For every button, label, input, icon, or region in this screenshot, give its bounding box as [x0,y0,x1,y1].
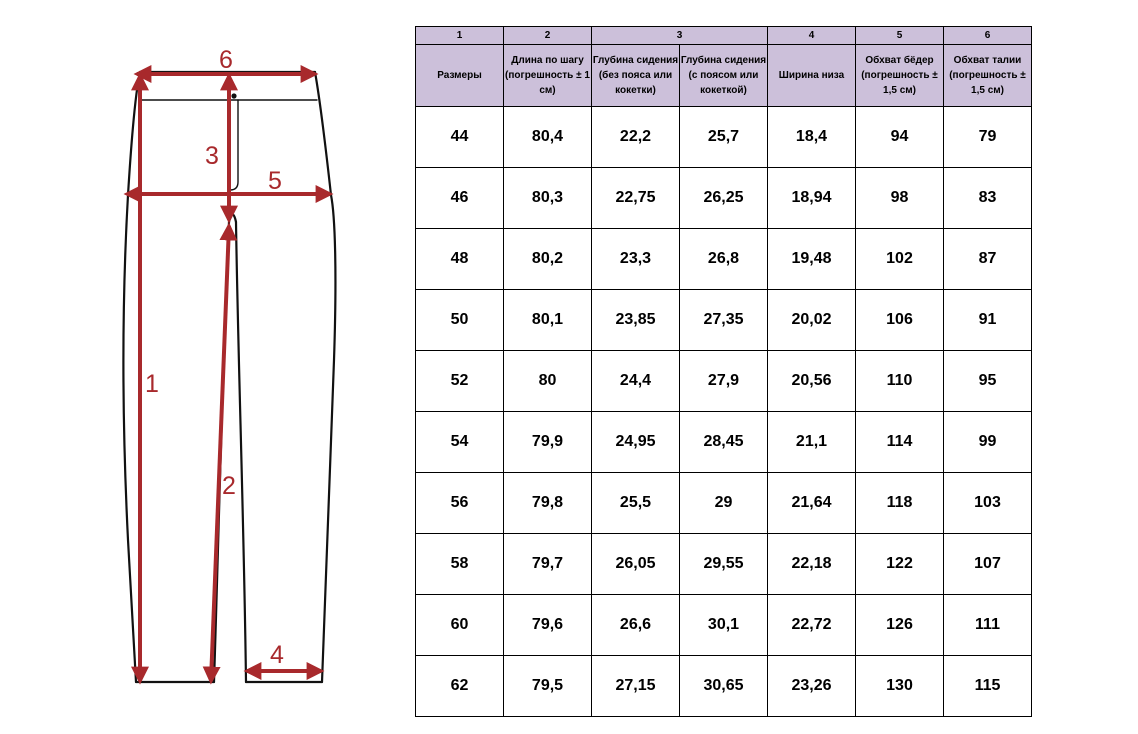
cell-hip-girth: 130 [856,656,944,717]
cell-waist-girth: 95 [944,351,1032,412]
cell-hem-width: 21,64 [768,473,856,534]
cell-rise-with-waistband: 30,65 [680,656,768,717]
trousers-diagram [0,0,400,734]
cell-size: 52 [416,351,504,412]
cell-waist-girth: 79 [944,107,1032,168]
cell-size: 58 [416,534,504,595]
cell-waist-girth: 111 [944,595,1032,656]
header-row [416,45,1032,107]
button-icon [231,93,236,98]
table-row [416,107,1032,168]
cell-rise-with-waistband: 29 [680,473,768,534]
cell-hem-width: 22,72 [768,595,856,656]
left-leg-outer-seam [124,72,141,682]
cell-hip-girth: 114 [856,412,944,473]
cell-waist-girth: 99 [944,412,1032,473]
table-row [416,412,1032,473]
cell-rise-without-waistband: 27,15 [592,656,680,717]
cell-inseam-length: 80,1 [504,290,592,351]
cell-rise-without-waistband: 25,5 [592,473,680,534]
measure-label-4: 4 [270,641,284,669]
header-waist-girth: Обхват талии (погрешность ± 1,5 см) [944,45,1032,107]
cell-hem-width: 20,56 [768,351,856,412]
cell-rise-without-waistband: 23,3 [592,229,680,290]
cell-inseam-length: 80,4 [504,107,592,168]
column-number-cell: 1 [416,27,504,45]
table-row [416,595,1032,656]
cell-size: 60 [416,595,504,656]
cell-size: 44 [416,107,504,168]
cell-size: 54 [416,412,504,473]
cell-hem-width: 18,4 [768,107,856,168]
cell-size: 62 [416,656,504,717]
cell-hip-girth: 98 [856,168,944,229]
column-number-cell: 5 [856,27,944,45]
cell-rise-without-waistband: 26,05 [592,534,680,595]
measure-label-1: 1 [145,370,159,398]
header-hem-width: Ширина низа [768,45,856,107]
cell-hip-girth: 106 [856,290,944,351]
cell-waist-girth: 103 [944,473,1032,534]
cell-inseam-length: 79,9 [504,412,592,473]
header-sizes: Размеры [416,45,504,107]
table-row [416,351,1032,412]
header-rise-with-waistband: Глубина сидения (с поясом или кокеткой) [680,45,768,107]
cell-inseam-length: 79,6 [504,595,592,656]
cell-hip-girth: 110 [856,351,944,412]
cell-rise-without-waistband: 24,4 [592,351,680,412]
cell-rise-without-waistband: 22,2 [592,107,680,168]
cell-inseam-length: 80,3 [504,168,592,229]
cell-rise-with-waistband: 26,8 [680,229,768,290]
column-number-cell: 3 [592,27,768,45]
column-number-cell: 6 [944,27,1032,45]
cell-hem-width: 21,1 [768,412,856,473]
cell-hip-girth: 102 [856,229,944,290]
table-row [416,473,1032,534]
cell-rise-without-waistband: 22,75 [592,168,680,229]
cell-waist-girth: 107 [944,534,1032,595]
cell-rise-with-waistband: 26,25 [680,168,768,229]
cell-waist-girth: 87 [944,229,1032,290]
cell-hip-girth: 122 [856,534,944,595]
cell-inseam-length: 80,2 [504,229,592,290]
right-leg-outer-seam [315,72,335,682]
cell-rise-with-waistband: 25,7 [680,107,768,168]
column-number-cell: 2 [504,27,592,45]
cell-inseam-length: 80 [504,351,592,412]
table-row [416,229,1032,290]
cell-hip-girth: 118 [856,473,944,534]
cell-hem-width: 18,94 [768,168,856,229]
table-row [416,290,1032,351]
table-row [416,656,1032,717]
cell-rise-with-waistband: 27,9 [680,351,768,412]
cell-rise-without-waistband: 23,85 [592,290,680,351]
cell-rise-with-waistband: 30,1 [680,595,768,656]
cell-inseam-length: 79,8 [504,473,592,534]
measure-label-3: 3 [205,142,219,170]
cell-rise-with-waistband: 27,35 [680,290,768,351]
size-table-body [416,27,1032,717]
measure-label-6: 6 [219,46,233,74]
right-leg-inner-seam [236,222,246,682]
cell-rise-with-waistband: 29,55 [680,534,768,595]
fly-stitching [230,100,238,190]
cell-hip-girth: 126 [856,595,944,656]
table-row [416,534,1032,595]
cell-waist-girth: 83 [944,168,1032,229]
cell-hem-width: 19,48 [768,229,856,290]
size-table [415,26,1032,717]
cell-size: 50 [416,290,504,351]
cell-size: 48 [416,229,504,290]
cell-waist-girth: 115 [944,656,1032,717]
column-number-cell: 4 [768,27,856,45]
measure-label-2: 2 [222,472,236,500]
measure-label-5: 5 [268,167,282,195]
cell-rise-with-waistband: 28,45 [680,412,768,473]
cell-hip-girth: 94 [856,107,944,168]
cell-inseam-length: 79,7 [504,534,592,595]
header-rise-without-waistband: Глубина сидения (без пояса или кокетки) [592,45,680,107]
arrow-2-inseam [211,226,229,681]
table-row [416,168,1032,229]
column-number-row [416,27,1032,45]
cell-hem-width: 23,26 [768,656,856,717]
cell-rise-without-waistband: 26,6 [592,595,680,656]
cell-size: 56 [416,473,504,534]
cell-rise-without-waistband: 24,95 [592,412,680,473]
cell-inseam-length: 79,5 [504,656,592,717]
cell-hem-width: 20,02 [768,290,856,351]
header-hip-girth: Обхват бёдер (погрешность ± 1,5 см) [856,45,944,107]
cell-size: 46 [416,168,504,229]
header-inseam-length: Длина по шагу (погрешность ± 1 см) [504,45,592,107]
cell-waist-girth: 91 [944,290,1032,351]
cell-hem-width: 22,18 [768,534,856,595]
